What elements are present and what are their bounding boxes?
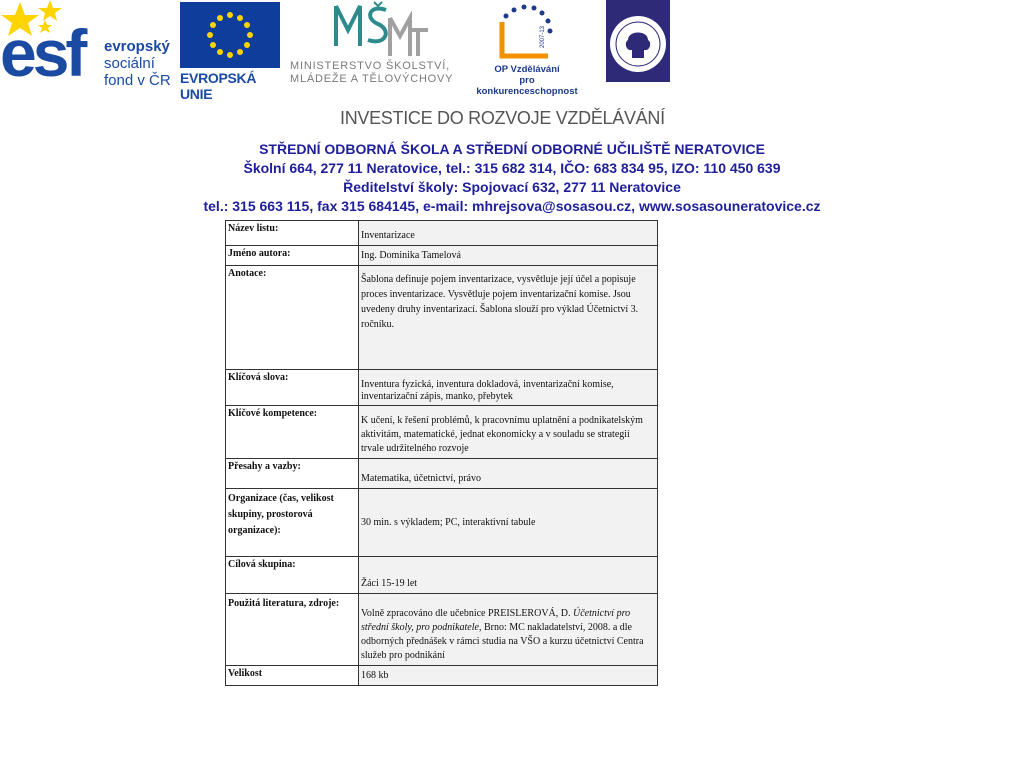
esf-text [104, 38, 171, 89]
row-value: K učení, k řešení problémů, k pracovnímu uplatnění a podnikatelským aktivitám, matematické, jednat ekonomicky a v souladu se strategií trvale udržitelného rozvoje [359, 406, 658, 459]
investice-heading: INVESTICE DO ROZVOJE VZDĚLÁVÁNÍ [340, 108, 665, 128]
eu-flag-icon [180, 2, 280, 68]
table-row [226, 246, 658, 266]
esf-line-2: sociální [104, 55, 155, 72]
row-label: Anotace: [226, 266, 359, 370]
row-label: Jméno autora: [226, 246, 359, 266]
msmt-text [290, 60, 468, 86]
table-row [226, 459, 658, 489]
logo-strip [0, 0, 1024, 102]
msmt-line-2: MLÁDEŽE A TĚLOVÝCHOVY [290, 73, 454, 85]
op-logo [468, 2, 586, 97]
table-row [226, 221, 658, 246]
row-value: Šablona definuje pojem inventarizace, vysvětluje její účel a popisuje proces inventarizace. Vysvětluje pojem inventarizační komise. Jsou uvedeny druhy inventarizací. Šablona slouží pro výklad Účetnictví 3. ročníku. [359, 266, 658, 370]
source-title: Účetnictví pro střední školy, pro podnikatele [361, 608, 631, 633]
table-row [226, 489, 658, 557]
op-mark-icon [468, 2, 586, 62]
row-label: Cílová skupina: [226, 557, 359, 594]
row-value: Inventarizace [359, 221, 658, 246]
row-value: Inventura fyzická, inventura dokladová, inventarizační komise, inventarizační zápis, manko, přebytek [359, 370, 658, 406]
school-address: Školní 664, 277 11 Neratovice, tel.: 315 682 314, IČO: 683 834 95, IZO: 110 450 639 [243, 160, 781, 176]
worksheet-metadata-table [225, 220, 658, 686]
eu-logo [180, 2, 282, 102]
row-label: Klíčové kompetence: [226, 406, 359, 459]
school-seal-logo [606, 0, 670, 82]
school-directorate: Ředitelství školy: Spojovací 632, 277 11 Neratovice [343, 179, 681, 195]
row-label: Použitá literatura, zdroje: [226, 594, 359, 666]
esf-mark: esf [0, 16, 84, 90]
table-row [226, 666, 658, 686]
table-row [226, 370, 658, 406]
source-details: , Brno: MC nakladatelství, 2008. a dle odborných přednášek v rámci studia na VŠO a kurzu účetnictví Centra služeb pro podnikání [361, 622, 644, 661]
row-label: Organizace (čas, velikost skupiny, prostorová organizace): [226, 489, 359, 557]
msmt-logo [290, 0, 465, 90]
msmt-mark-icon [290, 0, 468, 60]
school-contacts: tel.: 315 663 115, fax 315 684145, e-mail: mhrejsova@sosasou.cz, www.sosasouneratovice.cz [203, 198, 821, 214]
table-row [226, 557, 658, 594]
row-value: 168 kb [359, 666, 658, 686]
row-value [359, 594, 658, 666]
svg-text:2007-13: 2007-13 [540, 25, 546, 48]
op-text [468, 64, 586, 97]
row-label: Klíčová slova: [226, 370, 359, 406]
eu-label: EVROPSKÁ UNIE [180, 70, 257, 102]
msmt-line-1: MINISTERSTVO ŠKOLSTVÍ, [290, 60, 451, 72]
row-value: Matematika, účetnictví, právo [359, 459, 658, 489]
row-label: Název listu: [226, 221, 359, 246]
row-label: Velikost [226, 666, 359, 686]
row-value: Žáci 15-19 let [359, 557, 658, 594]
esf-line-1: evropský [104, 38, 170, 55]
row-value: Ing. Dominika Tamelová [359, 246, 658, 266]
table-row [226, 594, 658, 666]
esf-logo [0, 0, 178, 90]
table-row [226, 406, 658, 459]
row-label: Přesahy a vazby: [226, 459, 359, 489]
op-line-1: OP Vzdělávání [494, 64, 560, 75]
esf-line-3: fond v ČR [104, 72, 171, 89]
school-header [0, 140, 1024, 216]
op-line-2: pro konkurenceschopnost [476, 75, 578, 97]
row-value: 30 min. s výkladem; PC, interaktivní tabule [359, 489, 658, 557]
source-text: Volně zpracováno dle učebnice PREISLEROVÁ, D. [361, 608, 573, 619]
table-row [226, 266, 658, 370]
school-name: STŘEDNÍ ODBORNÁ ŠKOLA A STŘEDNÍ ODBORNÉ UČILIŠTĚ NERATOVICE [259, 141, 765, 157]
